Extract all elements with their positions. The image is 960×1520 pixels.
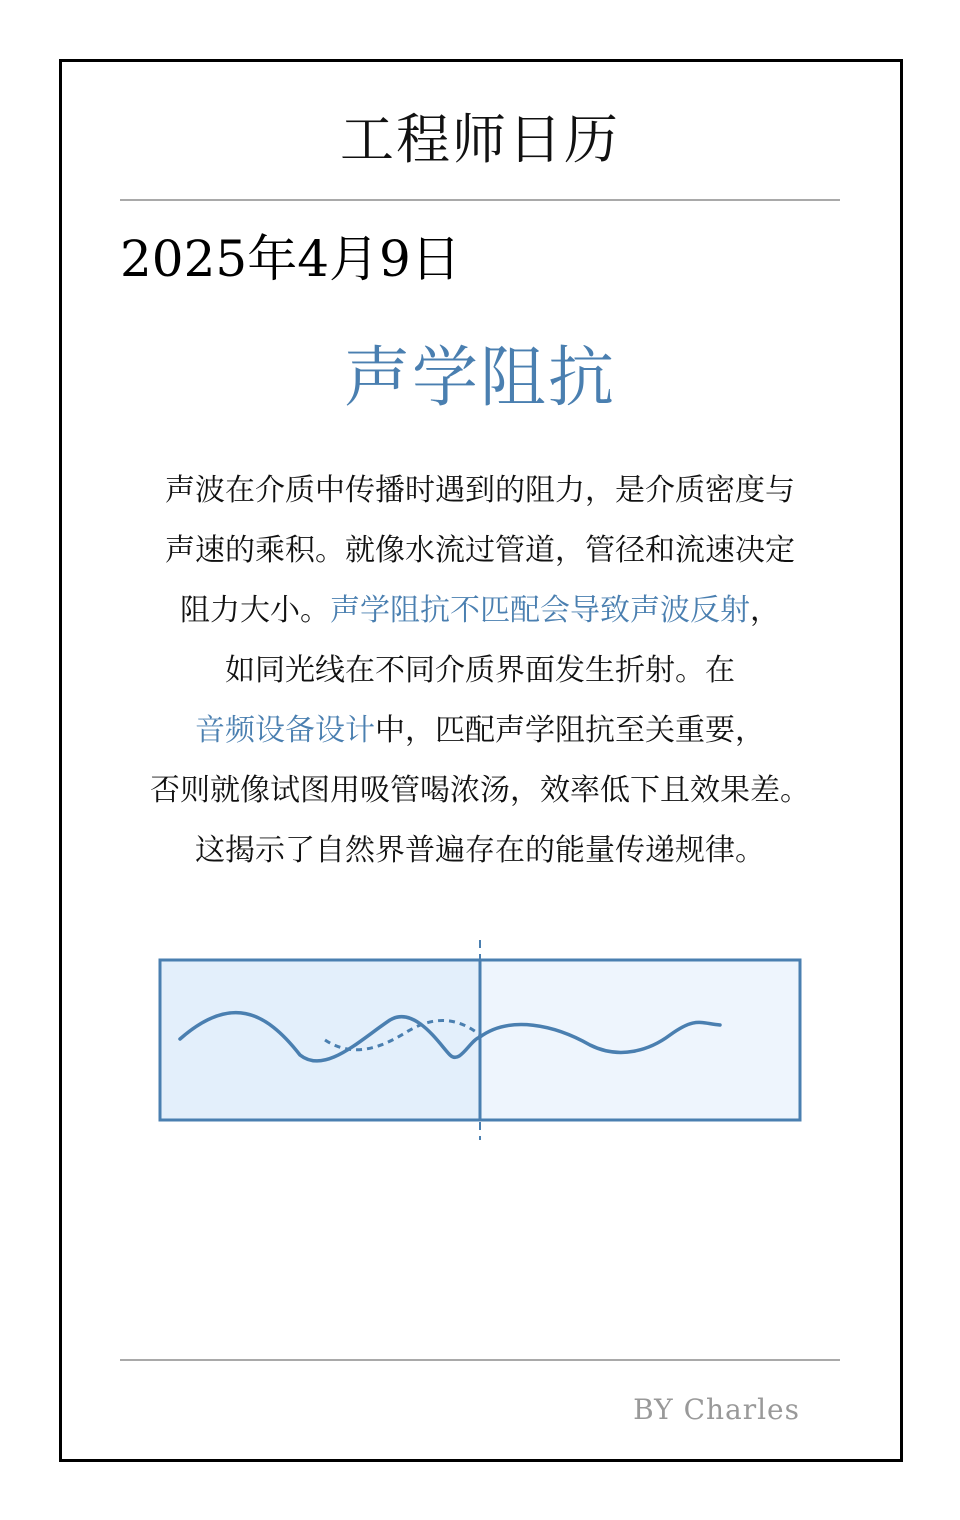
medium-left (160, 960, 480, 1120)
description-line: 如同光线在不同介质界面发生折射。在 (225, 653, 735, 688)
description-line: 否则就像试图用吸管喝浓汤，效率低下且效果差。 (150, 773, 810, 808)
description-line (70, 701, 890, 761)
topic-heading: 声学阻抗 (344, 339, 616, 416)
impedance-diagram (150, 935, 810, 1145)
highlight-text: 音频设备设计 (195, 713, 375, 748)
description-line: 声波在介质中传播时遇到的阻力，是介质密度与 (165, 473, 795, 508)
calendar-date: 2025年4月9日 (120, 230, 461, 288)
highlight-text: 声学阻抗不匹配会导致声波反射 (330, 593, 750, 628)
description-text: 中，匹配声学阻抗至关重要， (375, 713, 765, 748)
page-title: 工程师日历 (340, 108, 620, 171)
author-byline: BY Charles (633, 1393, 800, 1426)
description-line: 这揭示了自然界普遍存在的能量传递规律。 (195, 833, 765, 868)
description-line: 声速的乘积。就像水流过管道，管径和流速决定 (165, 533, 795, 568)
description-text: 阻力大小。 (180, 593, 330, 628)
description-paragraph (70, 461, 890, 881)
description-line (70, 581, 890, 641)
header-divider (120, 199, 840, 201)
description-text: ， (750, 593, 780, 628)
medium-right (480, 960, 800, 1120)
footer-divider (120, 1359, 840, 1361)
